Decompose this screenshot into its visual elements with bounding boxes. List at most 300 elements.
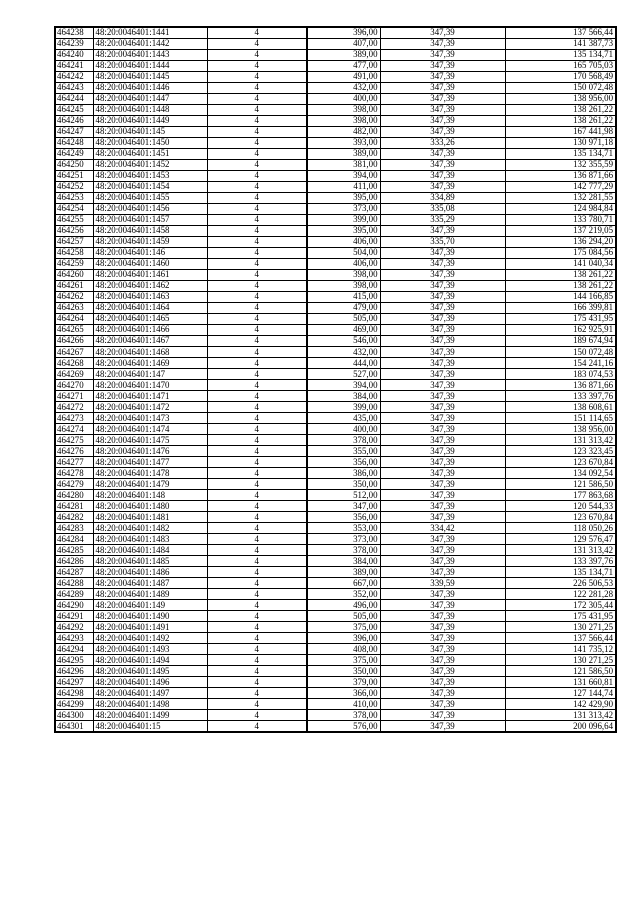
specific-value-cell: 347,39 <box>380 589 505 600</box>
category-cell: 4 <box>207 479 307 490</box>
category-cell: 4 <box>207 721 307 732</box>
area-cell: 347,00 <box>307 501 380 512</box>
cadastral-value-cell: 120 544,33 <box>505 501 616 512</box>
cadastral-number-cell: 48:20:0046401:1458 <box>93 225 207 236</box>
specific-value-cell: 347,39 <box>380 170 505 181</box>
table-row <box>55 468 616 479</box>
area-cell: 381,00 <box>307 159 380 170</box>
area-cell: 384,00 <box>307 556 380 567</box>
category-cell: 4 <box>207 137 307 148</box>
specific-value-cell: 347,39 <box>380 677 505 688</box>
record-number-cell: 464280 <box>55 490 93 501</box>
cadastral-value-cell: 175 084,56 <box>505 247 616 258</box>
cadastral-value-cell: 132 281,55 <box>505 192 616 203</box>
category-cell: 4 <box>207 512 307 523</box>
area-cell: 411,00 <box>307 181 380 192</box>
specific-value-cell: 335,08 <box>380 203 505 214</box>
area-cell: 505,00 <box>307 611 380 622</box>
cadastral-value-cell: 133 397,76 <box>505 391 616 402</box>
specific-value-cell: 347,39 <box>380 721 505 732</box>
category-cell: 4 <box>207 622 307 633</box>
cadastral-number-cell: 48:20:0046401:147 <box>93 368 207 379</box>
area-cell: 504,00 <box>307 247 380 258</box>
record-number-cell: 464288 <box>55 578 93 589</box>
cadastral-value-cell: 200 096,64 <box>505 721 616 732</box>
specific-value-cell: 347,39 <box>380 490 505 501</box>
record-number-cell: 464292 <box>55 622 93 633</box>
area-cell: 373,00 <box>307 203 380 214</box>
table-row <box>55 49 616 60</box>
table-row <box>55 137 616 148</box>
record-number-cell: 464299 <box>55 699 93 710</box>
category-cell: 4 <box>207 699 307 710</box>
specific-value-cell: 347,39 <box>380 247 505 258</box>
specific-value-cell: 347,39 <box>380 115 505 126</box>
cadastral-value-cell: 131 313,42 <box>505 710 616 721</box>
specific-value-cell: 347,39 <box>380 225 505 236</box>
cadastral-value-cell: 138 261,22 <box>505 104 616 115</box>
table-row <box>55 380 616 391</box>
specific-value-cell: 335,70 <box>380 236 505 247</box>
cadastral-number-cell: 48:20:0046401:1456 <box>93 203 207 214</box>
category-cell: 4 <box>207 677 307 688</box>
area-cell: 432,00 <box>307 82 380 93</box>
cadastral-value-cell: 142 429,90 <box>505 699 616 710</box>
cadastral-number-cell: 48:20:0046401:1485 <box>93 556 207 567</box>
area-cell: 353,00 <box>307 523 380 534</box>
cadastral-number-cell: 48:20:0046401:1446 <box>93 82 207 93</box>
cadastral-value-cell: 172 305,44 <box>505 600 616 611</box>
table-row <box>55 446 616 457</box>
category-cell: 4 <box>207 214 307 225</box>
record-number-cell: 464285 <box>55 545 93 556</box>
area-cell: 352,00 <box>307 589 380 600</box>
category-cell: 4 <box>207 357 307 368</box>
category-cell: 4 <box>207 258 307 269</box>
table-row <box>55 567 616 578</box>
area-cell: 366,00 <box>307 688 380 699</box>
category-cell: 4 <box>207 424 307 435</box>
cadastral-number-cell: 48:20:0046401:1453 <box>93 170 207 181</box>
cadastral-number-cell: 48:20:0046401:15 <box>93 721 207 732</box>
record-number-cell: 464286 <box>55 556 93 567</box>
category-cell: 4 <box>207 655 307 666</box>
category-cell: 4 <box>207 380 307 391</box>
category-cell: 4 <box>207 38 307 49</box>
cadastral-value-cell: 189 674,94 <box>505 335 616 346</box>
table-row <box>55 280 616 291</box>
category-cell: 4 <box>207 644 307 655</box>
area-cell: 373,00 <box>307 534 380 545</box>
specific-value-cell: 347,39 <box>380 391 505 402</box>
specific-value-cell: 347,39 <box>380 280 505 291</box>
table-row <box>55 192 616 203</box>
table-row <box>55 721 616 732</box>
cadastral-number-cell: 48:20:0046401:1489 <box>93 589 207 600</box>
specific-value-cell: 347,39 <box>380 368 505 379</box>
specific-value-cell: 347,39 <box>380 479 505 490</box>
record-number-cell: 464290 <box>55 600 93 611</box>
specific-value-cell: 347,39 <box>380 622 505 633</box>
cadastral-value-cell: 137 566,44 <box>505 27 616 38</box>
cadastral-value-cell: 127 144,74 <box>505 688 616 699</box>
category-cell: 4 <box>207 71 307 82</box>
table-row <box>55 611 616 622</box>
cadastral-value-cell: 141 040,34 <box>505 258 616 269</box>
record-number-cell: 464265 <box>55 324 93 335</box>
specific-value-cell: 334,42 <box>380 523 505 534</box>
table-row <box>55 27 616 38</box>
record-number-cell: 464259 <box>55 258 93 269</box>
cadastral-value-cell: 118 050,26 <box>505 523 616 534</box>
cadastral-number-cell: 48:20:0046401:1499 <box>93 710 207 721</box>
specific-value-cell: 347,39 <box>380 181 505 192</box>
cadastral-number-cell: 48:20:0046401:1484 <box>93 545 207 556</box>
category-cell: 4 <box>207 666 307 677</box>
table-row <box>55 104 616 115</box>
cadastral-value-cell: 177 863,68 <box>505 490 616 501</box>
record-number-cell: 464264 <box>55 313 93 324</box>
table-row <box>55 523 616 534</box>
category-cell: 4 <box>207 589 307 600</box>
record-number-cell: 464275 <box>55 435 93 446</box>
record-number-cell: 464266 <box>55 335 93 346</box>
category-cell: 4 <box>207 313 307 324</box>
cadastral-value-cell: 142 777,29 <box>505 181 616 192</box>
table-row <box>55 402 616 413</box>
specific-value-cell: 347,39 <box>380 71 505 82</box>
specific-value-cell: 347,39 <box>380 346 505 357</box>
area-cell: 415,00 <box>307 291 380 302</box>
cadastral-number-cell: 48:20:0046401:148 <box>93 490 207 501</box>
cadastral-value-cell: 135 134,71 <box>505 49 616 60</box>
table-row <box>55 435 616 446</box>
table-row <box>55 346 616 357</box>
table-row <box>55 335 616 346</box>
table-row <box>55 214 616 225</box>
category-cell: 4 <box>207 203 307 214</box>
area-cell: 406,00 <box>307 258 380 269</box>
area-cell: 375,00 <box>307 622 380 633</box>
table-row <box>55 666 616 677</box>
record-number-cell: 464244 <box>55 93 93 104</box>
table-row <box>55 71 616 82</box>
table-row <box>55 622 616 633</box>
table-row <box>55 93 616 104</box>
cadastral-number-cell: 48:20:0046401:1454 <box>93 181 207 192</box>
table-row <box>55 82 616 93</box>
table-row <box>55 126 616 137</box>
table-row <box>55 247 616 258</box>
table-row <box>55 589 616 600</box>
record-number-cell: 464291 <box>55 611 93 622</box>
table-row <box>55 357 616 368</box>
cadastral-value-cell: 167 441,98 <box>505 126 616 137</box>
cadastral-number-cell: 48:20:0046401:146 <box>93 247 207 258</box>
cadastral-number-cell: 48:20:0046401:1480 <box>93 501 207 512</box>
area-cell: 512,00 <box>307 490 380 501</box>
cadastral-value-cell: 130 971,18 <box>505 137 616 148</box>
table-row <box>55 258 616 269</box>
category-cell: 4 <box>207 578 307 589</box>
specific-value-cell: 347,39 <box>380 600 505 611</box>
cadastral-number-cell: 48:20:0046401:1473 <box>93 413 207 424</box>
cadastral-value-cell: 123 323,45 <box>505 446 616 457</box>
cadastral-number-cell: 48:20:0046401:1441 <box>93 27 207 38</box>
specific-value-cell: 347,39 <box>380 457 505 468</box>
specific-value-cell: 347,39 <box>380 534 505 545</box>
cadastral-number-cell: 48:20:0046401:1479 <box>93 479 207 490</box>
cadastral-value-cell: 135 134,71 <box>505 567 616 578</box>
area-cell: 399,00 <box>307 402 380 413</box>
specific-value-cell: 333,26 <box>380 137 505 148</box>
area-cell: 355,00 <box>307 446 380 457</box>
table-row <box>55 313 616 324</box>
cadastral-value-cell: 136 294,20 <box>505 236 616 247</box>
record-number-cell: 464242 <box>55 71 93 82</box>
cadastral-number-cell: 48:20:0046401:1459 <box>93 236 207 247</box>
specific-value-cell: 347,39 <box>380 666 505 677</box>
cadastral-number-cell: 48:20:0046401:1496 <box>93 677 207 688</box>
cadastral-value-cell: 131 660,81 <box>505 677 616 688</box>
specific-value-cell: 347,39 <box>380 512 505 523</box>
cadastral-number-cell: 48:20:0046401:1461 <box>93 269 207 280</box>
record-number-cell: 464255 <box>55 214 93 225</box>
cadastral-number-cell: 48:20:0046401:1467 <box>93 335 207 346</box>
category-cell: 4 <box>207 545 307 556</box>
category-cell: 4 <box>207 291 307 302</box>
category-cell: 4 <box>207 181 307 192</box>
specific-value-cell: 347,39 <box>380 468 505 479</box>
table-row <box>55 479 616 490</box>
cadastral-value-cell: 141 387,73 <box>505 38 616 49</box>
record-number-cell: 464278 <box>55 468 93 479</box>
record-number-cell: 464246 <box>55 115 93 126</box>
category-cell: 4 <box>207 633 307 644</box>
record-number-cell: 464289 <box>55 589 93 600</box>
specific-value-cell: 347,39 <box>380 38 505 49</box>
specific-value-cell: 347,39 <box>380 611 505 622</box>
table-row <box>55 225 616 236</box>
cadastral-number-cell: 48:20:0046401:1476 <box>93 446 207 457</box>
cadastral-value-cell: 141 735,12 <box>505 644 616 655</box>
area-cell: 379,00 <box>307 677 380 688</box>
area-cell: 378,00 <box>307 545 380 556</box>
category-cell: 4 <box>207 710 307 721</box>
cadastral-number-cell: 48:20:0046401:1464 <box>93 302 207 313</box>
area-cell: 375,00 <box>307 655 380 666</box>
record-number-cell: 464261 <box>55 280 93 291</box>
specific-value-cell: 347,39 <box>380 159 505 170</box>
record-number-cell: 464297 <box>55 677 93 688</box>
area-cell: 378,00 <box>307 435 380 446</box>
specific-value-cell: 347,39 <box>380 126 505 137</box>
area-cell: 350,00 <box>307 479 380 490</box>
table-row <box>55 391 616 402</box>
cadastral-number-cell: 48:20:0046401:1450 <box>93 137 207 148</box>
category-cell: 4 <box>207 501 307 512</box>
cadastral-number-cell: 48:20:0046401:1475 <box>93 435 207 446</box>
cadastral-value-cell: 123 670,84 <box>505 512 616 523</box>
cadastral-value-table <box>54 26 617 733</box>
cadastral-number-cell: 48:20:0046401:1444 <box>93 60 207 71</box>
specific-value-cell: 347,39 <box>380 60 505 71</box>
record-number-cell: 464284 <box>55 534 93 545</box>
record-number-cell: 464258 <box>55 247 93 258</box>
record-number-cell: 464282 <box>55 512 93 523</box>
record-number-cell: 464270 <box>55 380 93 391</box>
record-number-cell: 464272 <box>55 402 93 413</box>
category-cell: 4 <box>207 457 307 468</box>
table-row <box>55 501 616 512</box>
table-row <box>55 512 616 523</box>
record-number-cell: 464249 <box>55 148 93 159</box>
category-cell: 4 <box>207 280 307 291</box>
cadastral-value-cell: 170 568,49 <box>505 71 616 82</box>
cadastral-number-cell: 48:20:0046401:149 <box>93 600 207 611</box>
category-cell: 4 <box>207 688 307 699</box>
cadastral-value-cell: 150 072,48 <box>505 82 616 93</box>
area-cell: 399,00 <box>307 214 380 225</box>
cadastral-value-cell: 124 984,84 <box>505 203 616 214</box>
record-number-cell: 464271 <box>55 391 93 402</box>
area-cell: 389,00 <box>307 148 380 159</box>
area-cell: 400,00 <box>307 424 380 435</box>
area-cell: 546,00 <box>307 335 380 346</box>
table-row <box>55 148 616 159</box>
category-cell: 4 <box>207 192 307 203</box>
cadastral-value-cell: 138 956,00 <box>505 424 616 435</box>
table-row <box>55 159 616 170</box>
specific-value-cell: 347,39 <box>380 357 505 368</box>
specific-value-cell: 347,39 <box>380 699 505 710</box>
specific-value-cell: 347,39 <box>380 93 505 104</box>
cadastral-value-cell: 137 566,44 <box>505 633 616 644</box>
category-cell: 4 <box>207 611 307 622</box>
cadastral-number-cell: 48:20:0046401:1478 <box>93 468 207 479</box>
record-number-cell: 464262 <box>55 291 93 302</box>
table-row <box>55 324 616 335</box>
specific-value-cell: 347,39 <box>380 501 505 512</box>
area-cell: 356,00 <box>307 457 380 468</box>
cadastral-value-cell: 132 355,59 <box>505 159 616 170</box>
table-row <box>55 710 616 721</box>
cadastral-value-cell: 175 431,95 <box>505 313 616 324</box>
record-number-cell: 464263 <box>55 302 93 313</box>
cadastral-number-cell: 48:20:0046401:1466 <box>93 324 207 335</box>
cadastral-value-cell: 134 092,54 <box>505 468 616 479</box>
table-row <box>55 600 616 611</box>
specific-value-cell: 335,29 <box>380 214 505 225</box>
record-number-cell: 464250 <box>55 159 93 170</box>
record-number-cell: 464274 <box>55 424 93 435</box>
cadastral-number-cell: 48:20:0046401:1477 <box>93 457 207 468</box>
record-number-cell: 464248 <box>55 137 93 148</box>
cadastral-number-cell: 48:20:0046401:1494 <box>93 655 207 666</box>
cadastral-number-cell: 48:20:0046401:1468 <box>93 346 207 357</box>
cadastral-number-cell: 48:20:0046401:1495 <box>93 666 207 677</box>
cadastral-value-cell: 226 506,53 <box>505 578 616 589</box>
record-number-cell: 464251 <box>55 170 93 181</box>
table-row <box>55 644 616 655</box>
table-row <box>55 181 616 192</box>
specific-value-cell: 347,39 <box>380 269 505 280</box>
specific-value-cell: 347,39 <box>380 302 505 313</box>
specific-value-cell: 347,39 <box>380 104 505 115</box>
cadastral-value-cell: 137 219,05 <box>505 225 616 236</box>
category-cell: 4 <box>207 523 307 534</box>
cadastral-number-cell: 48:20:0046401:1490 <box>93 611 207 622</box>
record-number-cell: 464301 <box>55 721 93 732</box>
category-cell: 4 <box>207 567 307 578</box>
record-number-cell: 464276 <box>55 446 93 457</box>
specific-value-cell: 347,39 <box>380 49 505 60</box>
cadastral-number-cell: 48:20:0046401:1443 <box>93 49 207 60</box>
area-cell: 394,00 <box>307 170 380 181</box>
table-row <box>55 633 616 644</box>
table-row <box>55 688 616 699</box>
cadastral-value-cell: 133 397,76 <box>505 556 616 567</box>
category-cell: 4 <box>207 391 307 402</box>
cadastral-value-cell: 136 871,66 <box>505 380 616 391</box>
table-row <box>55 534 616 545</box>
cadastral-number-cell: 48:20:0046401:1455 <box>93 192 207 203</box>
table-row <box>55 655 616 666</box>
table-row <box>55 490 616 501</box>
cadastral-value-cell: 165 705,03 <box>505 60 616 71</box>
table-row <box>55 60 616 71</box>
category-cell: 4 <box>207 402 307 413</box>
record-number-cell: 464277 <box>55 457 93 468</box>
cadastral-number-cell: 48:20:0046401:1482 <box>93 523 207 534</box>
area-cell: 356,00 <box>307 512 380 523</box>
cadastral-value-cell: 175 431,95 <box>505 611 616 622</box>
category-cell: 4 <box>207 324 307 335</box>
area-cell: 393,00 <box>307 137 380 148</box>
specific-value-cell: 347,39 <box>380 335 505 346</box>
category-cell: 4 <box>207 368 307 379</box>
table-row <box>55 413 616 424</box>
record-number-cell: 464298 <box>55 688 93 699</box>
area-cell: 389,00 <box>307 567 380 578</box>
table-row <box>55 38 616 49</box>
cadastral-value-cell: 122 281,28 <box>505 589 616 600</box>
cadastral-value-cell: 138 261,22 <box>505 115 616 126</box>
category-cell: 4 <box>207 225 307 236</box>
record-number-cell: 464300 <box>55 710 93 721</box>
specific-value-cell: 347,39 <box>380 435 505 446</box>
specific-value-cell: 347,39 <box>380 380 505 391</box>
cadastral-number-cell: 48:20:0046401:1470 <box>93 380 207 391</box>
specific-value-cell: 334,89 <box>380 192 505 203</box>
specific-value-cell: 347,39 <box>380 644 505 655</box>
area-cell: 350,00 <box>307 666 380 677</box>
cadastral-value-cell: 129 576,47 <box>505 534 616 545</box>
category-cell: 4 <box>207 302 307 313</box>
cadastral-value-cell: 136 871,66 <box>505 170 616 181</box>
cadastral-value-cell: 130 271,25 <box>505 655 616 666</box>
category-cell: 4 <box>207 159 307 170</box>
specific-value-cell: 347,39 <box>380 413 505 424</box>
specific-value-cell: 347,39 <box>380 655 505 666</box>
area-cell: 384,00 <box>307 391 380 402</box>
record-number-cell: 464269 <box>55 368 93 379</box>
specific-value-cell: 347,39 <box>380 446 505 457</box>
cadastral-number-cell: 48:20:0046401:1463 <box>93 291 207 302</box>
record-number-cell: 464281 <box>55 501 93 512</box>
table-row <box>55 699 616 710</box>
area-cell: 394,00 <box>307 380 380 391</box>
